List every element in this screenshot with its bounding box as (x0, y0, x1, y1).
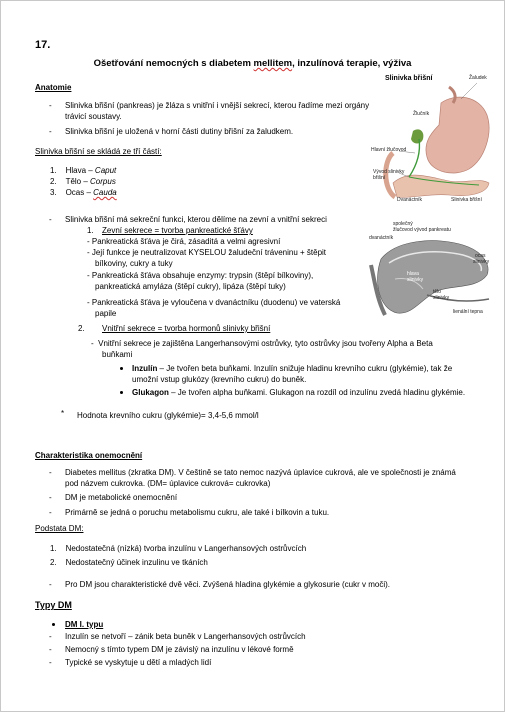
bullet-dot (52, 623, 55, 626)
type1-item: - Typické se vyskytuje u dětí a mladých lidí (65, 657, 211, 668)
insulin-item-cont: umožní vstup glukózy (krevního cukru) do buněk. (132, 375, 307, 384)
figure-label: Hlavní žlučovod (371, 147, 407, 153)
endo-text-cont: buňkami (102, 350, 133, 359)
chapter-number: 17. (35, 39, 51, 51)
figure-label: hlava (407, 271, 419, 277)
figure-label: lienální tepna (453, 309, 483, 315)
figure-label: dvanáctník (369, 235, 394, 241)
endo-number: 2. (78, 324, 85, 333)
endo-text: - Vnitřní sekrece je zajištěna Langerhansovými ostrůvky, tyto ostrůvky jsou tvořeny Alpha a Beta (91, 339, 433, 348)
exo-heading: Zevní sekrece = tvorba pankreatické šťávy (102, 226, 253, 235)
bullet-dot (120, 391, 123, 394)
secretion-intro: - Slinivka břišní má sekreční funkci, kterou dělíme na zevní a vnitřní sekreci (65, 214, 327, 225)
part-item: 1. Hlava – Caput (50, 166, 117, 175)
section-heading-types: Typy DM (35, 600, 72, 610)
figure-label: Žaludek (469, 75, 487, 81)
essence-note: - Pro DM jsou charakteristické dvě věci. Zvýšená hladina glykémie a glykosurie (cukr v moči). (65, 579, 390, 590)
anatomy-item-cont: trávicí soustavy. (65, 112, 122, 121)
parts-heading: Slinivka břišní se skládá ze tří částí: (35, 147, 162, 156)
type1-heading: DM I. typu (65, 620, 104, 629)
anatomy-item: - Slinivka břišní je uložená v horní části dutiny břišní za žaludkem. (65, 126, 293, 137)
characteristics-item: - Primárně se jedná o poruchu metabolismu cukru, ale také i bílkovin a tuku. (65, 507, 329, 518)
exo-number: 1. (87, 226, 94, 235)
essence-item: 1. Nedostatečná (nízká) tvorba inzulínu v Langerhansových ostrůvcích (50, 544, 307, 553)
characteristics-item-cont: pod názvem cukrovka. (DM= úplavice cukrová= cukrovka) (65, 479, 271, 488)
section-heading-characteristics: Charakteristika onemocnění (35, 451, 143, 460)
figure-label: Dvanáctník (397, 197, 423, 203)
figure-label: Slinivka břišní (451, 197, 482, 203)
type1-item: - Nemocný s tímto typem DM je závislý na inzulínu v lékové formě (65, 644, 294, 655)
characteristics-item: - DM je metabolické onemocnění (65, 492, 177, 503)
figure-label: tělo (433, 289, 442, 295)
endo-heading: Vnitřní sekrece = tvorba hormonů slinivky břišní (102, 324, 271, 333)
figure-label: společný (393, 221, 413, 227)
section-heading-anatomy: Anatomie (35, 83, 72, 92)
bullet-dot (120, 367, 123, 370)
insulin-item: Inzulín – Je tvořen beta buňkami. Inzulín snižuje hladinu krevního cukru (glykémie), tak že (132, 364, 453, 373)
glycemia-note: Hodnota krevního cukru (glykémie)= 3,4-5,6 mmol/l (77, 411, 259, 420)
figure-label: slinivky (473, 259, 490, 265)
figure-label: Žlučník (413, 111, 430, 117)
essence-item: 2. Nedostatečný účinek inzulinu ve tkáních (50, 558, 208, 567)
part-item: 2. Tělo – Corpus (50, 177, 116, 186)
exo-item: - Pankreatická šťáva je vyloučena v dvanáctníku (duodenu) ve vaterská (87, 298, 341, 307)
pancreas-drawing (369, 73, 495, 207)
figure-title: Slinivka břišní (385, 75, 433, 82)
exo-item-cont: pankreatická amyláza (štěpí cukry), lipáza (štěpí tuky) (95, 282, 286, 291)
page-title: Ošetřování nemocných s diabetem mellitem, inzulínová terapie, výživa (93, 58, 412, 69)
exo-item: - Pankreatická šťáva obsahuje enzymy: trypsin (štěpí bílkoviny), (87, 271, 314, 280)
pancreas-illustration (369, 73, 495, 207)
figure-label: slinivky (407, 277, 424, 283)
note-star: * (61, 409, 65, 418)
type1-item: - Inzulín se netvoří – zánik beta buněk v Langerhansových ostrůvcích (65, 631, 306, 642)
figure-label: slinivky (433, 295, 450, 301)
figure-label: ocas (475, 253, 486, 259)
part-item: 3. Ocas – Cauda (50, 188, 117, 197)
glucagon-item: Glukagon – Je tvořen alpha buňkami. Glukagon na rozdíl od inzulínu zvedá hladinu glykémie. (132, 388, 466, 397)
exo-item-cont: papile (95, 309, 117, 318)
essence-heading: Podstata DM: (35, 524, 84, 533)
figure-label: břišní (373, 175, 386, 181)
figure-label: žlučovod vývod pankreatu (393, 227, 451, 233)
exo-item-cont: bílkoviny, cukry a tuky (95, 259, 173, 268)
characteristics-item: - Diabetes mellitus (zkratka DM). V češtině se tato nemoc nazývá úplavice cukrová, ale ve společnosti je známá (65, 467, 456, 478)
exo-item: - Její funkce je neutralizovat KYSELOU žaludeční tráveninu + štěpit (87, 248, 327, 257)
figure-label: Vývod slinivky (373, 169, 405, 175)
anatomy-item: - Slinivka břišní (pankreas) je žláza s vnitřní i vnější sekrecí, kterou řadíme mezi orgány (65, 100, 369, 111)
pancreas-detail-illustration (367, 219, 495, 321)
exo-item: - Pankreatická šťáva je čirá, zásaditá a velmi agresivní (87, 237, 281, 246)
